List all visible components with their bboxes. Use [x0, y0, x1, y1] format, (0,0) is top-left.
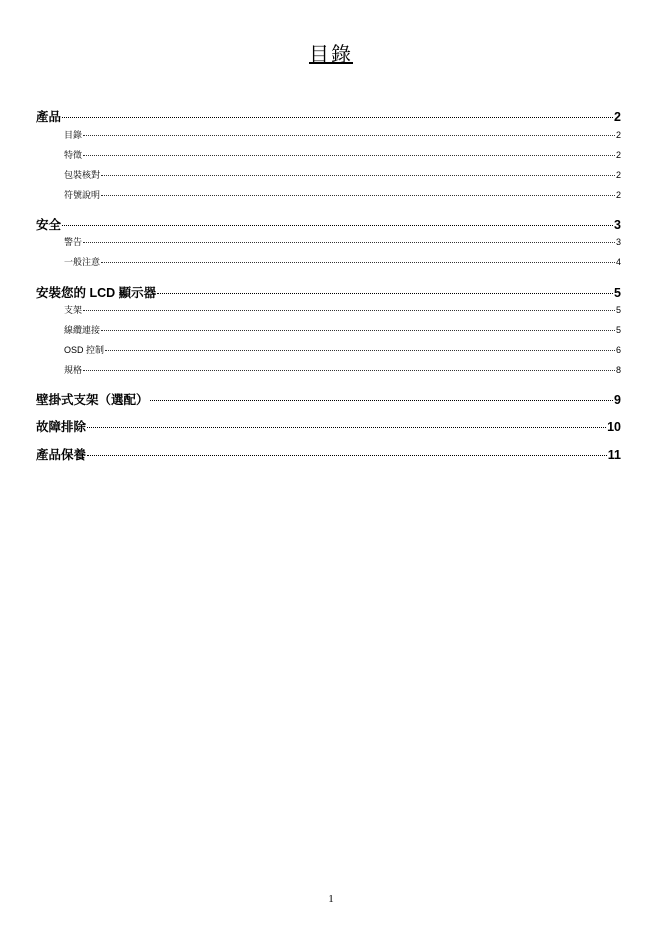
- toc-label: 故障排除: [36, 420, 87, 434]
- dot-leader: [62, 117, 613, 118]
- toc-page-number: 8: [615, 365, 621, 375]
- toc-entry-stand[interactable]: [64, 303, 621, 316]
- toc-entry-features[interactable]: [64, 148, 621, 161]
- toc-label: 包裝核對: [64, 170, 101, 180]
- dot-leader: [83, 310, 615, 311]
- toc-entry-troubleshoot[interactable]: [36, 417, 621, 435]
- toc-label: 安裝您的 LCD 顯示器: [36, 286, 157, 300]
- toc-label: 線纜連接: [64, 325, 101, 335]
- toc-page-number: 4: [615, 257, 621, 267]
- toc-label: 警告: [64, 237, 83, 247]
- toc-label: 安全: [36, 218, 62, 232]
- toc-entry-product[interactable]: [36, 107, 621, 125]
- toc-page-number: 10: [607, 420, 621, 434]
- dot-leader: [87, 427, 606, 428]
- toc-entry-symbols[interactable]: [64, 188, 621, 201]
- toc-entry-install[interactable]: [36, 283, 621, 301]
- toc-label: 支架: [64, 305, 83, 315]
- toc-page-number: 5: [615, 305, 621, 315]
- toc-page-number: 3: [615, 237, 621, 247]
- toc-entry-spec[interactable]: [64, 363, 621, 376]
- toc-entry-connect[interactable]: [64, 323, 621, 336]
- dot-leader: [83, 242, 615, 243]
- dot-leader: [101, 195, 615, 196]
- toc-label: 規格: [64, 365, 83, 375]
- toc-label: 產品: [36, 110, 62, 124]
- page-title: 目錄: [309, 44, 353, 66]
- dot-leader: [87, 455, 607, 456]
- dot-leader: [157, 293, 613, 294]
- dot-leader: [62, 225, 613, 226]
- toc-page-number: 2: [615, 190, 621, 200]
- toc-page-number: 2: [614, 110, 621, 124]
- toc-label: 壁掛式支架（選配）: [36, 393, 149, 407]
- toc-label: 產品保養: [36, 448, 87, 462]
- toc-entry-safety[interactable]: [36, 215, 621, 233]
- toc-label: 特徵: [64, 150, 83, 160]
- toc-entry-warranty[interactable]: [36, 445, 621, 463]
- toc-entry-general[interactable]: [64, 255, 621, 268]
- toc-entry-package[interactable]: [64, 168, 621, 181]
- toc-page-number: 5: [615, 325, 621, 335]
- toc-label: OSD 控制: [64, 345, 105, 355]
- toc-label: 目錄: [64, 130, 83, 140]
- toc-page-number: 3: [614, 218, 621, 232]
- dot-leader: [83, 135, 615, 136]
- toc-entry-osd[interactable]: [64, 343, 621, 356]
- toc-page-number: 6: [615, 345, 621, 355]
- toc-label: 一般注意: [64, 257, 101, 267]
- toc-label: 符號說明: [64, 190, 101, 200]
- toc-entry-warning[interactable]: [64, 235, 621, 248]
- toc-entry-contents[interactable]: [64, 128, 621, 141]
- toc-page-number: 2: [615, 150, 621, 160]
- toc-page-number: 2: [615, 130, 621, 140]
- toc-page-number: 2: [615, 170, 621, 180]
- dot-leader: [101, 330, 615, 331]
- dot-leader: [101, 175, 615, 176]
- dot-leader: [105, 350, 615, 351]
- toc-entry-wallmount[interactable]: [36, 390, 621, 408]
- toc-page-number: 5: [614, 286, 621, 300]
- dot-leader: [83, 155, 615, 156]
- toc-page-number: 9: [614, 393, 621, 407]
- page-number: 1: [328, 893, 334, 905]
- toc-page-number: 11: [607, 448, 621, 462]
- dot-leader: [101, 262, 615, 263]
- dot-leader: [83, 370, 615, 371]
- dot-leader: [150, 400, 614, 401]
